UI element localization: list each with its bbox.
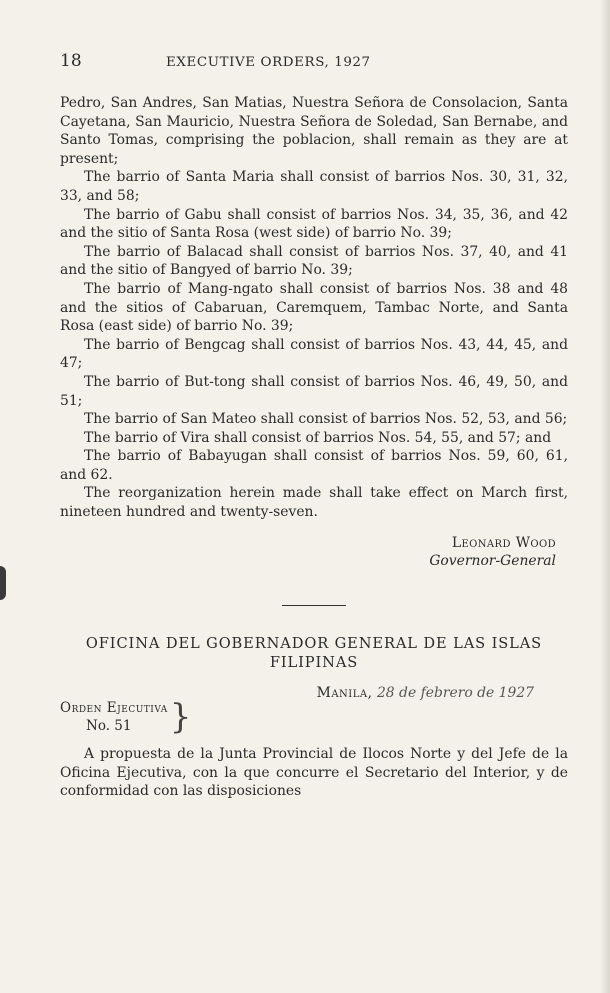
office-title: OFICINA DEL GOBERNADOR GENERAL DE LAS ISLAS FILIPINAS bbox=[85, 635, 543, 672]
signatory-name: Leonard Wood bbox=[451, 534, 556, 551]
binding-mark bbox=[0, 566, 6, 600]
order-number: No. 51 bbox=[86, 717, 132, 734]
date-place: Manila, bbox=[316, 685, 373, 702]
paragraph-babayugan: The barrio of Babayugan shall consist of barrios Nos. 59, 60, 61, and 62. bbox=[60, 448, 568, 483]
date-text: 28 de febrero de 1927 bbox=[376, 685, 534, 702]
paragraph-effectivity: The reorganization herein made shall take effect on March first, nineteen hundred and twenty-seven. bbox=[60, 485, 568, 521]
paragraph-continuation: Pedro, San Andres, San Matias, Nuestra Señora de Consolacion, Santa Cayetana, San Mauricio, Nuestra Señora de Soledad, San Bernabe, and Santo Tomas, comprising the poblacion, shall remain as they are at present; bbox=[60, 95, 568, 167]
section-divider bbox=[282, 605, 346, 607]
signatory-title: Governor-General bbox=[429, 553, 556, 570]
order-label-block bbox=[60, 696, 568, 737]
order-label bbox=[60, 699, 168, 735]
paragraph-mang-ngato: The barrio of Mang-ngato shall consist of barrios Nos. 38 and 48 and the sitios of Cabaruan, Caremquem, Tambac Norte, and Santa Rosa (east side) of barrio No. 39; bbox=[60, 280, 568, 335]
page-content bbox=[60, 52, 568, 801]
page-edge-shadow bbox=[600, 0, 610, 993]
running-title: EXECUTIVE ORDERS, 1927 bbox=[166, 55, 371, 70]
brace-icon: } bbox=[169, 696, 192, 737]
signature-block bbox=[60, 534, 568, 571]
page-number: 18 bbox=[60, 51, 82, 71]
paragraph-san-mateo: The barrio of San Mateo shall consist of barrios Nos. 52, 53, and 56; bbox=[84, 411, 568, 428]
page-header bbox=[60, 52, 568, 76]
paragraph-spanish-body: A propuesta de la Junta Provincial de Ilocos Norte y del Jefe de la Oficina Ejecutiva, con la que concurre el Secretario del Interior, y de conformidad con las disposiciones bbox=[60, 745, 568, 800]
paragraph-santa-maria: The barrio of Santa Maria shall consist of barrios Nos. 30, 31, 32, 33, and 58; bbox=[60, 169, 568, 204]
paragraph-balacad: The barrio of Balacad shall consist of barrios Nos. 37, 40, and 41 and the sitio of Bangyed of barrio No. 39; bbox=[60, 243, 568, 279]
order-kind: Orden Ejecutiva bbox=[60, 699, 168, 716]
paragraph-bengcag: The barrio of Bengcag shall consist of barrios Nos. 43, 44, 45, and 47; bbox=[60, 336, 568, 372]
paragraph-vira: The barrio of Vira shall consist of barrios Nos. 54, 55, and 57; and bbox=[84, 429, 552, 446]
paragraph-but-tong: The barrio of But-tong shall consist of barrios Nos. 46, 49, 50, and 51; bbox=[60, 373, 568, 409]
paragraph-gabu: The barrio of Gabu shall consist of barrios Nos. 34, 35, 36, and 42 and the sitio of Santa Rosa (west side) of barrio No. 39; bbox=[60, 206, 568, 242]
